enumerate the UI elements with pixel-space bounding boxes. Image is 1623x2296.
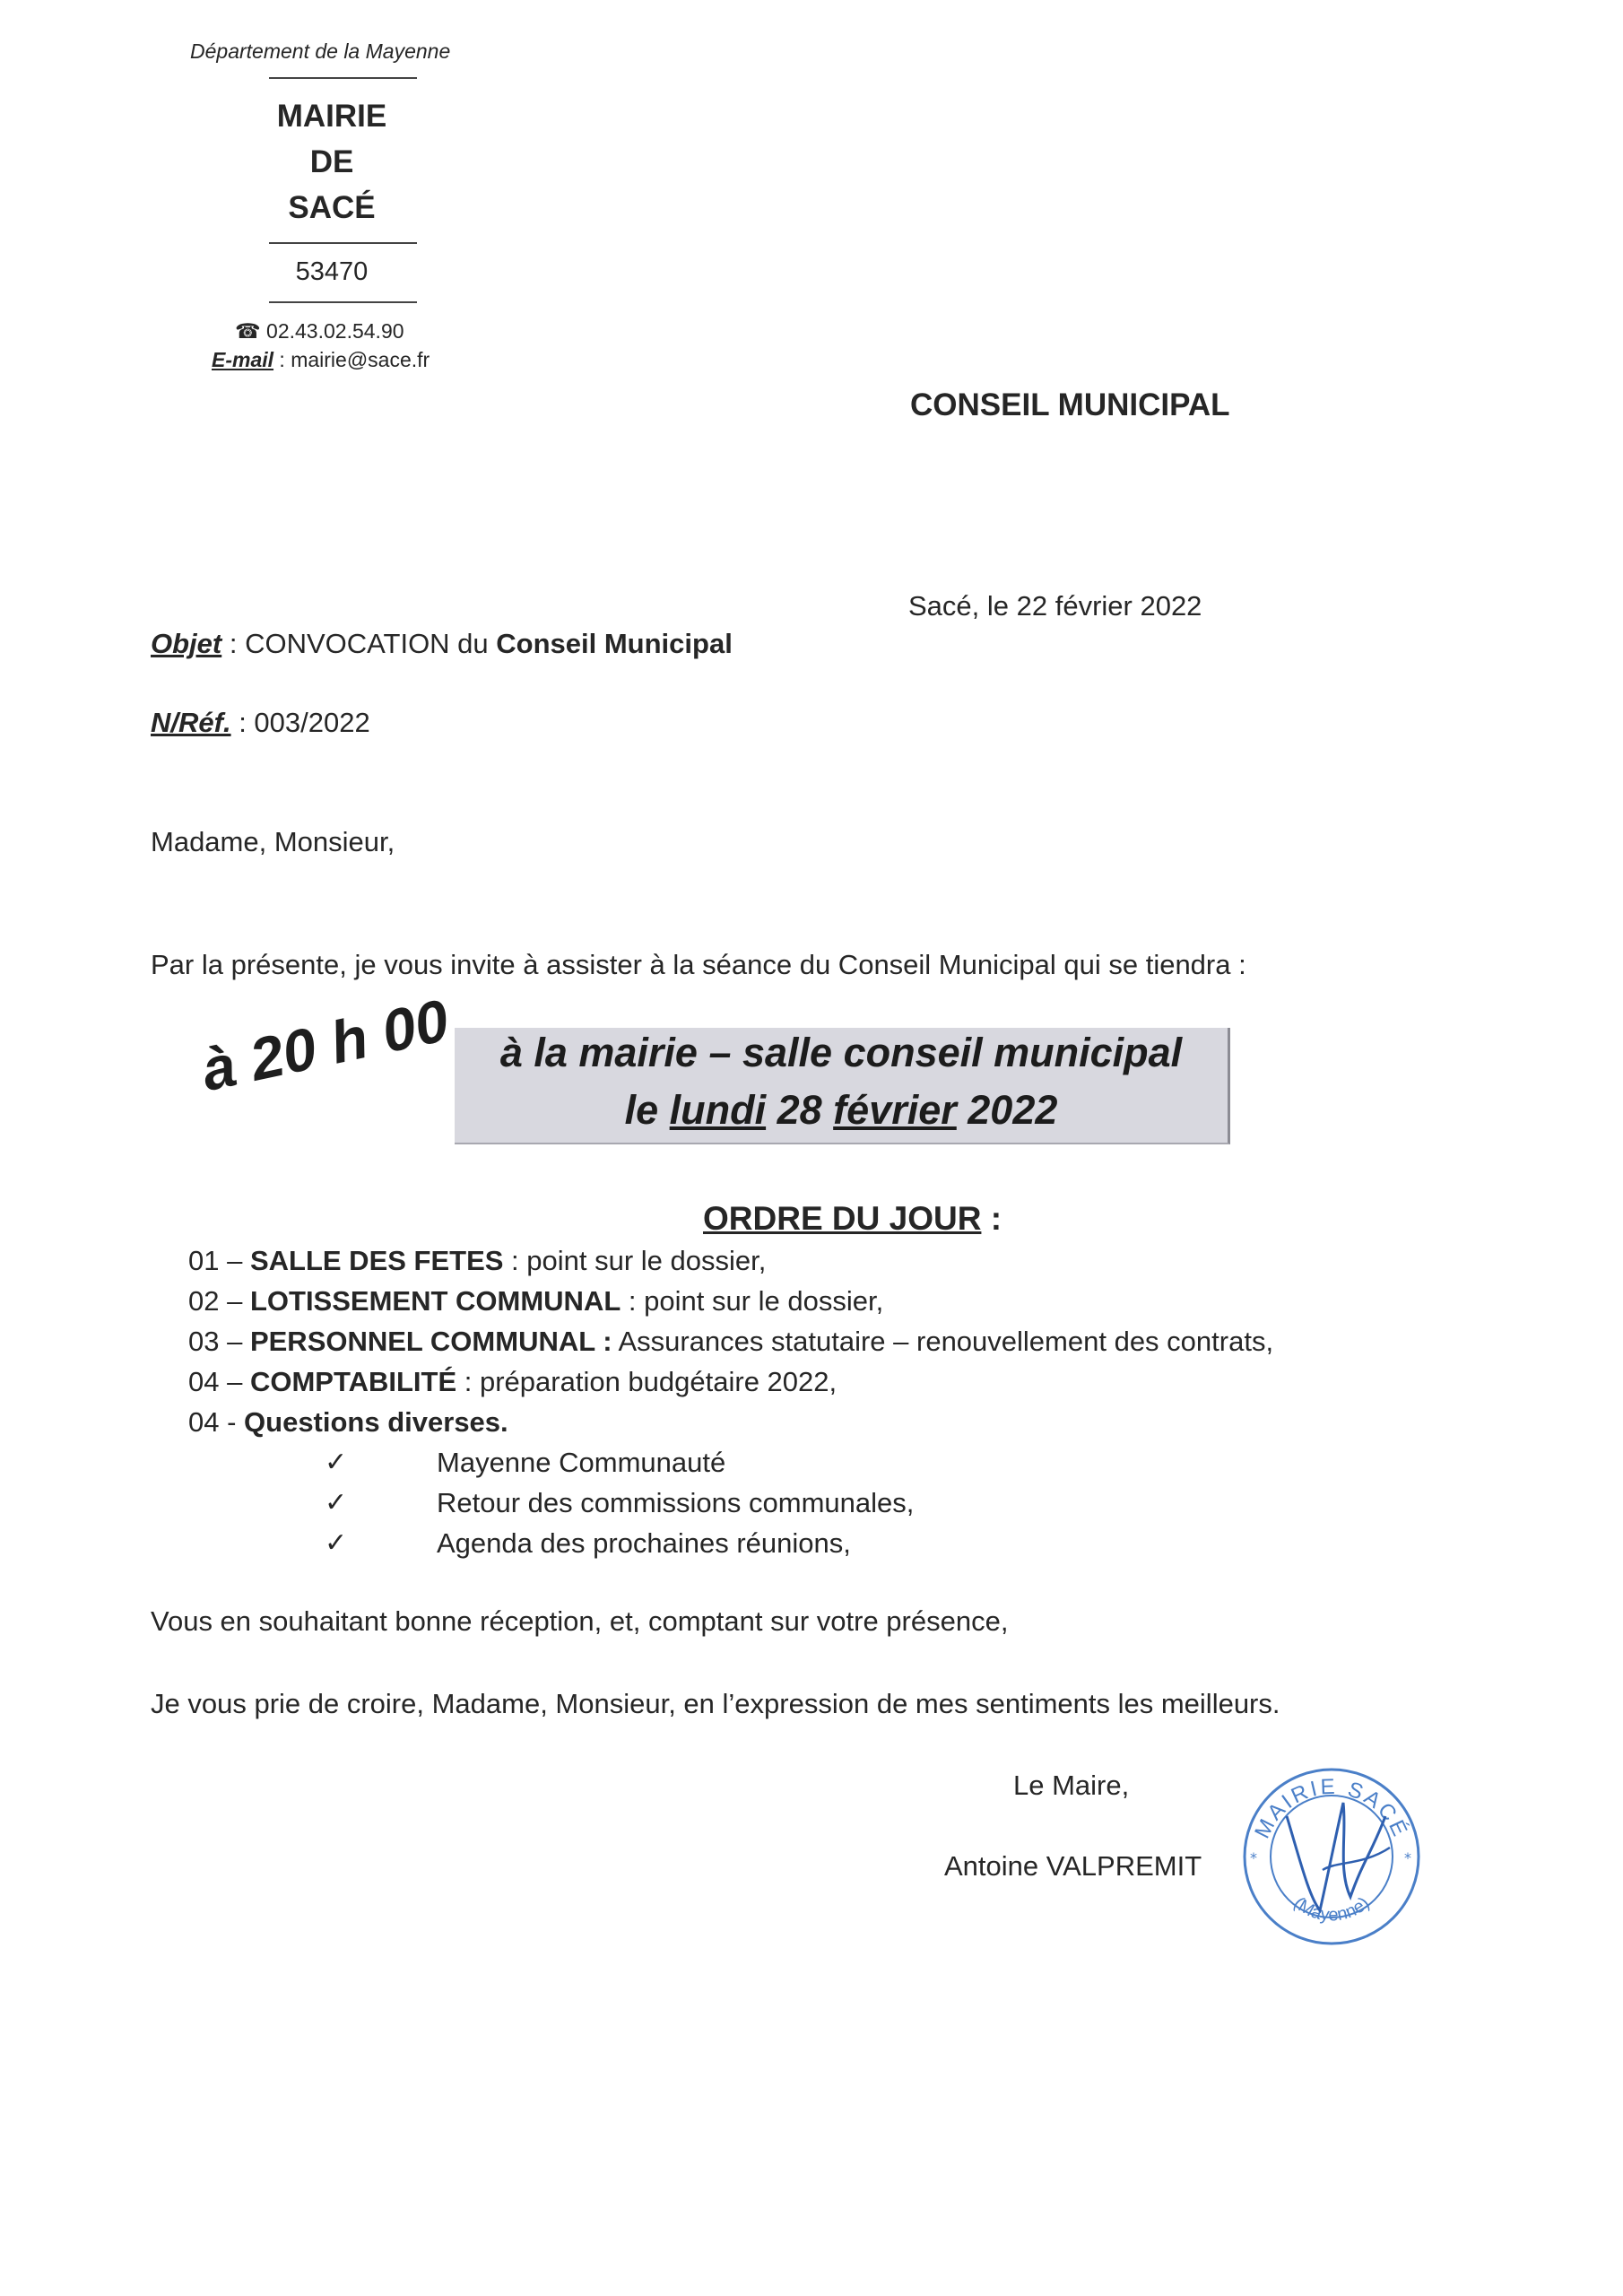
department-label: Département de la Mayenne (190, 39, 451, 63)
agenda-item (188, 1406, 508, 1439)
meeting-year: 2022 (956, 1087, 1058, 1133)
svg-text:*: * (1250, 1849, 1257, 1866)
agenda-heading-suffix: : (981, 1200, 1002, 1237)
agenda-item (188, 1245, 766, 1277)
phone-icon: ☎ (235, 319, 261, 343)
header-divider (269, 301, 417, 303)
header-divider (269, 242, 417, 244)
subject-separator: : (221, 628, 246, 659)
email-separator: : (273, 348, 291, 371)
reference-label: N/Réf. (151, 707, 231, 738)
phone-line (235, 319, 404, 344)
agenda-title: PERSONNEL COMMUNAL : (249, 1326, 612, 1357)
agenda-text: : préparation budgétaire 2022, (456, 1366, 838, 1397)
postcode: 53470 (295, 257, 369, 286)
meeting-date-prefix: le (624, 1087, 670, 1133)
letter-date: Sacé, le 22 février 2022 (908, 590, 1202, 622)
agenda-num: 01 – (188, 1245, 250, 1276)
agenda-item (188, 1366, 837, 1398)
email-line (212, 348, 430, 372)
agenda-item (188, 1285, 883, 1318)
phone-number: 02.43.02.54.90 (266, 319, 404, 343)
subject-line (151, 628, 733, 660)
agenda-subitem: Retour des commissions communales, (437, 1487, 915, 1518)
mairie-line: MAIRIE (276, 99, 387, 134)
closing-text: Je vous prie de croire, Madame, Monsieur, en l’expression de mes sentiments les meilleurs. (151, 1688, 1280, 1719)
agenda-num: 04 – (188, 1366, 250, 1397)
agenda-heading-text: ORDRE DU JOUR (703, 1200, 982, 1237)
email-label: E-mail (212, 348, 274, 371)
meeting-date-mid: 28 (766, 1087, 834, 1133)
signatory-name: Antoine VALPREMIT (944, 1850, 1202, 1882)
mairie-stamp (1237, 1762, 1426, 1951)
agenda-title: Questions diverses. (244, 1406, 508, 1438)
agenda-item (188, 1326, 1273, 1358)
check-icon: ✓ (325, 1528, 348, 1558)
closing-text: Vous en souhaitant bonne réception, et, comptant sur votre présence, (151, 1605, 1009, 1637)
mairie-line: SACÉ (288, 190, 376, 225)
agenda-num: 03 – (188, 1326, 250, 1357)
salutation: Madame, Monsieur, (151, 826, 395, 857)
meeting-time: à 20 h 00 (195, 986, 455, 1104)
agenda-num: 02 – (188, 1285, 250, 1317)
svg-text:MAIRIE SACÉ (1250, 1775, 1413, 1842)
mairie-name (224, 93, 439, 230)
subject-label: Objet (151, 628, 222, 659)
check-icon: ✓ (325, 1488, 348, 1518)
agenda-subitem: Agenda des prochaines réunions, (437, 1527, 851, 1559)
meeting-place: à la mairie – salle conseil municipal (499, 1030, 1183, 1075)
stamp-bottom-text: (Mayenne) (1289, 1893, 1374, 1926)
page-title: CONSEIL MUNICIPAL (910, 387, 1230, 422)
reference-value: : 003/2022 (230, 707, 370, 738)
agenda-text: : point sur le dossier, (503, 1245, 767, 1276)
email-address: mairie@sace.fr (291, 348, 430, 371)
agenda-title: LOTISSEMENT COMMUNAL (249, 1285, 621, 1317)
subject-bold: Conseil Municipal (496, 628, 733, 659)
agenda-title: COMPTABILITÉ (249, 1366, 457, 1397)
agenda-num: 04 - (188, 1406, 245, 1438)
subject-text: CONVOCATION du (245, 628, 497, 659)
svg-text:(Mayenne) (1289, 1893, 1373, 1925)
svg-text:*: * (1404, 1849, 1411, 1866)
reference-line (151, 707, 370, 739)
invitation-text: Par la présente, je vous invite à assister à la séance du Conseil Municipal qui se tiendra : (151, 949, 1246, 980)
agenda-heading (703, 1200, 1002, 1238)
check-icon: ✓ (325, 1448, 348, 1477)
stamp-top-text: MAIRIE SACÉ (1250, 1774, 1413, 1843)
mairie-line: DE (309, 144, 354, 179)
agenda-subitem: Mayenne Communauté (437, 1447, 726, 1478)
header-divider (269, 77, 417, 79)
agenda-text: Assurances statutaire – renouvellement des contrats, (612, 1326, 1274, 1357)
signatory-role: Le Maire, (1013, 1770, 1130, 1801)
meeting-day: lundi (669, 1087, 767, 1133)
agenda-title: SALLE DES FETES (249, 1245, 504, 1276)
agenda-text: : point sur le dossier, (621, 1285, 884, 1317)
meeting-date (455, 1087, 1228, 1134)
meeting-month: février (833, 1087, 957, 1133)
